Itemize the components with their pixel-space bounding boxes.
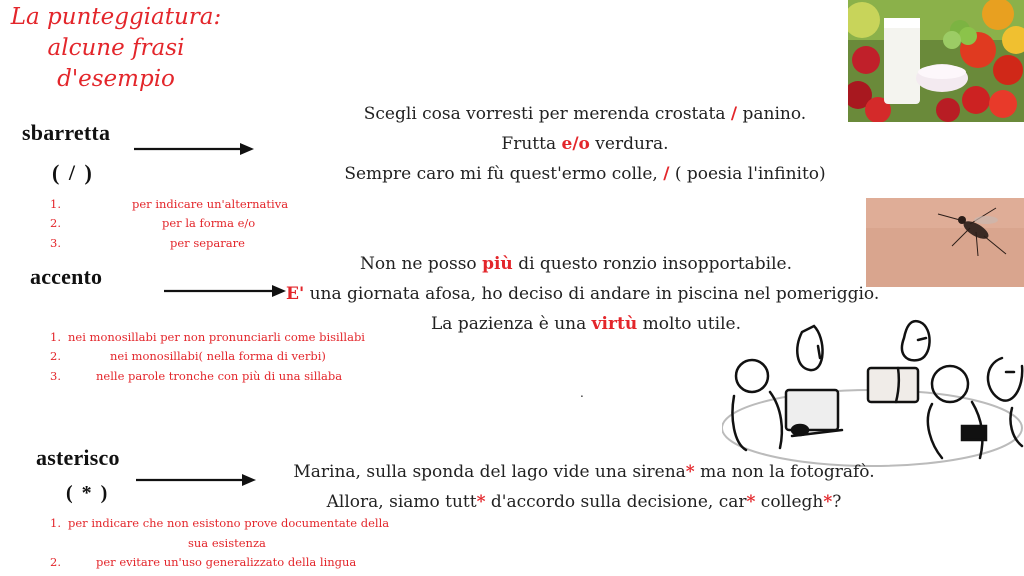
example-sentence: Sempre caro mi fù quest'ermo colle, / ( poesia l'infinito) <box>344 164 826 184</box>
list-item: nei monosillabi per non pronunciarli come bisillabi <box>68 330 365 344</box>
arrow-sbarretta <box>134 141 256 157</box>
arrow-asterisco <box>136 472 258 488</box>
example-sentence: Marina, sulla sponda del lago vide una sirena* ma non la fotografò. <box>293 462 875 482</box>
meeting-sketch-illustration <box>722 318 1024 486</box>
example-sentence: Allora, siamo tutt* d'accordo sulla decisione, car* collegh*? <box>326 492 842 512</box>
term-asterisco: asterisco <box>36 445 120 470</box>
list-item-number: 3. <box>50 236 61 250</box>
uses-list-sbarretta <box>0 196 330 256</box>
mosquito-image <box>866 198 1024 287</box>
list-item: per indicare un'alternativa <box>132 197 289 211</box>
title-line-2: alcune frasi <box>47 35 185 61</box>
title-line-3: d'esempio <box>57 66 175 92</box>
list-item: per evitare un'uso generalizzato della lingua <box>96 555 357 569</box>
title-line-1: La punteggiatura: <box>10 4 222 30</box>
list-item: nei monosillabi( nella forma di verbi) <box>110 349 326 363</box>
fruit-milk-illustration <box>848 0 1024 122</box>
term-accento: accento <box>30 264 103 289</box>
list-item: per la forma e/o <box>162 216 256 230</box>
example-sentence: La pazienza è una virtù molto utile. <box>431 314 741 334</box>
term-sbarretta: sbarretta <box>22 120 111 145</box>
list-item-number: 3. <box>50 369 61 383</box>
symbol-asterisk: ( * ) <box>66 482 110 504</box>
list-item-number: 1. <box>50 197 61 211</box>
stray-dot: . <box>580 386 584 400</box>
list-item: nelle parole tronche con più di una sillaba <box>96 369 343 383</box>
example-sentence: Non ne posso più di questo ronzio insopportabile. <box>359 254 793 274</box>
mosquito-illustration <box>866 198 1024 287</box>
list-item-number: 2. <box>50 349 61 363</box>
meeting-sketch-image <box>722 318 1024 486</box>
fruit-milk-image <box>848 0 1024 122</box>
list-item: per indicare che non esistono prove documentate della <box>68 516 390 530</box>
list-item-number: 2. <box>50 216 61 230</box>
uses-list-accento <box>0 329 380 389</box>
list-item: per separare <box>170 236 245 250</box>
example-sentence: E' una giornata afosa, ho deciso di andare in piscina nel pomeriggio. <box>286 284 880 304</box>
uses-list-asterisco <box>0 515 400 575</box>
arrow-accento <box>164 283 288 299</box>
list-item-number: 1. <box>50 330 61 344</box>
list-item-number: 2. <box>50 555 61 569</box>
list-item-continuation: sua esistenza <box>188 536 266 550</box>
list-item-number: 1. <box>50 516 61 530</box>
example-sentence: Frutta e/o verdura. <box>501 134 669 154</box>
slide-title <box>0 2 232 95</box>
example-sentence: Scegli cosa vorresti per merenda crostata / panino. <box>363 104 807 124</box>
symbol-slash: ( / ) <box>52 160 94 185</box>
